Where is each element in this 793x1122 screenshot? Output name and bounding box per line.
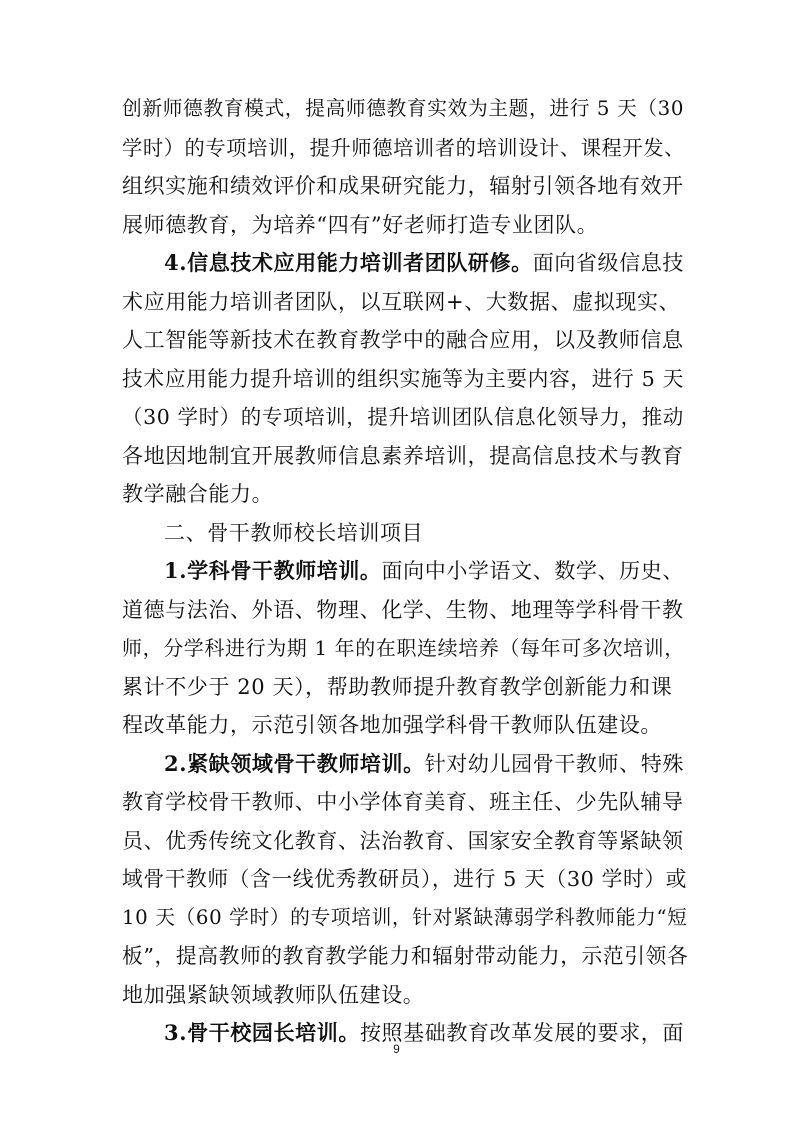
text-line: 教学融合能力。 — [122, 482, 274, 506]
text-line: 学时）的专项培训，提升师德培训者的培训设计、课程开发、 — [122, 135, 685, 160]
section-4-line — [122, 244, 688, 283]
text-line: 各地因地制宜开展教师信息素养培训，提高信息技术与教育 — [122, 443, 684, 468]
text-line: 累计不少于 20 天），帮助教师提升教育教学创新能力和课 — [122, 674, 673, 699]
text-line: 板”，提高教师的教育教学能力和辐射带动能力，示范引领各 — [122, 944, 689, 968]
text-line: 程改革能力，示范引领各地加强学科骨干教师队伍建设。 — [122, 713, 662, 737]
subsection-1-text: 面向中小学语文、数学、历史、 — [381, 559, 684, 583]
text-line: 10 天（60 学时）的专项培训，针对紧缺薄弱学科教师能力“短 — [122, 905, 688, 929]
subsection-1-line — [122, 552, 688, 591]
section-heading: 二、骨干教师校长培训项目 — [164, 520, 424, 545]
subsection-2-text: 针对幼儿园骨干教师、特殊 — [424, 751, 684, 776]
subsection-3-text: 按照基础教育改革发展的要求，面 — [359, 1021, 684, 1045]
subsection-2-line — [122, 745, 688, 784]
text-line: 域骨干教师（含一线优秀教研员），进行 5 天（30 学时）或 — [122, 867, 688, 891]
document-body — [122, 90, 688, 1053]
subsection-2-heading: 2.紧缺领域骨干教师培训。 — [164, 750, 425, 776]
text-line: （30 学时）的专项培训，提升培训团队信息化领导力，推动 — [122, 405, 684, 429]
subsection-1-heading: 1.学科骨干教师培训。 — [164, 558, 382, 583]
text-line: 展师德教育，为培养“四有”好老师打造专业团队。 — [122, 212, 599, 237]
text-line: 教育学校骨干教师、中小学体育美育、班主任、少先队辅导 — [122, 790, 684, 814]
page-number: 9 — [393, 1042, 400, 1056]
section-4-heading: 4.信息技术应用能力培训者团队研修。 — [164, 250, 533, 275]
text-line: 师，分学科进行为期 1 年的在职连续培养（每年可多次培训， — [122, 636, 685, 660]
text-line: 组织实施和绩效评价和成果研究能力，辐射引领各地有效开 — [122, 174, 684, 198]
text-line: 术应用能力培训者团队，以互联网+、大数据、虚拟现实、 — [122, 289, 681, 314]
text-line: 道德与法治、外语、物理、化学、生物、地理等学科骨干教 — [122, 597, 684, 622]
text-line: 人工智能等新技术在教育教学中的融合应用，以及教师信息 — [122, 328, 684, 352]
section-4-text: 面向省级信息技 — [532, 251, 684, 275]
subsection-3-heading: 3.骨干校园长培训。 — [164, 1020, 360, 1045]
text-line: 地加强紧缺领域教师队伍建设。 — [122, 982, 425, 1007]
text-line: 创新师德教育模式，提高师德教育实效为主题，进行 5 天（30 — [122, 97, 685, 120]
text-line: 技术应用能力提升培训的组织实施等为主要内容，进行 5 天 — [122, 366, 684, 391]
text-line: 员、优秀传统文化教育、法治教育、国家安全教育等紧缺领 — [122, 828, 684, 853]
